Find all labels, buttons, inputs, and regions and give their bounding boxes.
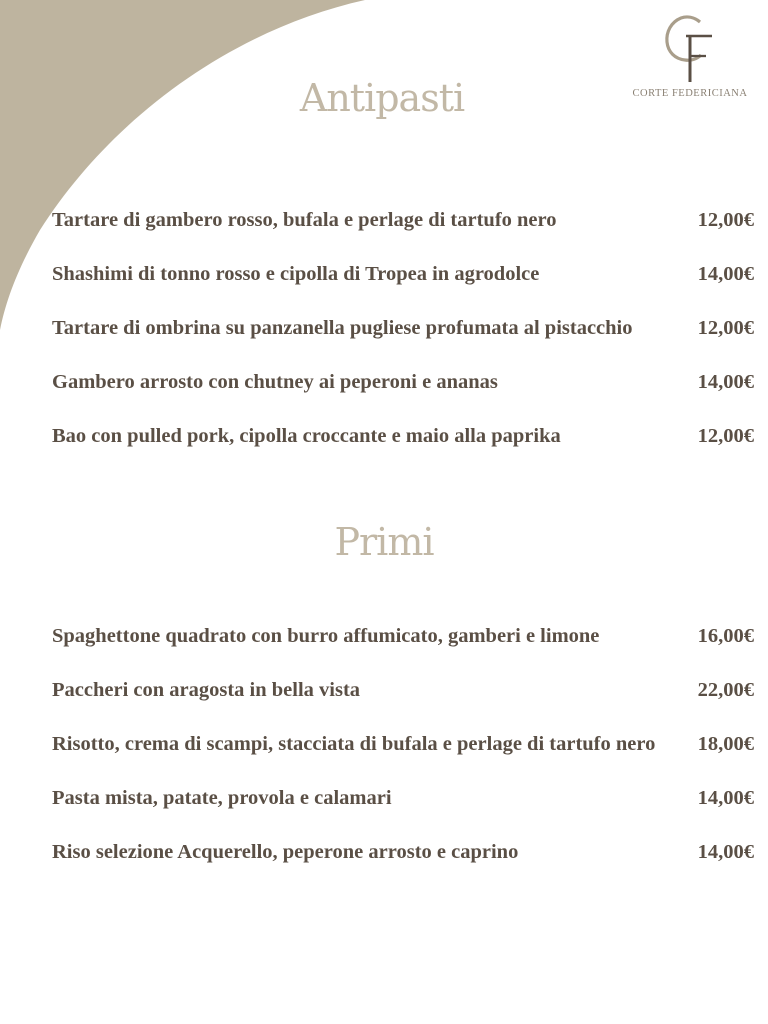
- primi-list: [52, 620, 754, 890]
- item-price: 12,00€: [697, 209, 754, 231]
- logo-text: CORTE FEDERICIANA: [632, 88, 748, 99]
- menu-item: [52, 674, 754, 707]
- section-title-primi: Primi: [334, 520, 434, 564]
- item-name: Risotto, crema di scampi, stacciata di bufala e perlage di tartufo nero: [52, 733, 656, 755]
- item-name: Shashimi di tonno rosso e cipolla di Tropea in agrodolce: [52, 263, 540, 285]
- item-price: 14,00€: [697, 841, 754, 863]
- item-price: 22,00€: [697, 679, 754, 701]
- menu-item: [52, 366, 754, 399]
- item-name: Bao con pulled pork, cipolla croccante e maio alla paprika: [52, 425, 561, 447]
- item-name: Tartare di ombrina su panzanella pugliese profumata al pistacchio: [52, 317, 633, 339]
- item-price: 14,00€: [697, 371, 754, 393]
- item-price: 12,00€: [697, 317, 754, 339]
- menu-item: [52, 312, 754, 345]
- menu-item: [52, 204, 754, 237]
- item-name: Riso selezione Acquerello, peperone arrosto e caprino: [52, 841, 519, 863]
- menu-item: [52, 620, 754, 653]
- item-price: 16,00€: [697, 625, 754, 647]
- item-price: 14,00€: [697, 787, 754, 809]
- section-title-antipasti: Antipasti: [299, 76, 465, 120]
- item-name: Gambero arrosto con chutney ai peperoni e ananas: [52, 371, 498, 393]
- item-price: 12,00€: [697, 425, 754, 447]
- item-name: Tartare di gambero rosso, bufala e perlage di tartufo nero: [52, 209, 557, 231]
- item-name: Paccheri con aragosta in bella vista: [52, 679, 361, 701]
- menu-item: [52, 420, 754, 453]
- item-name: Spaghettone quadrato con burro affumicato, gamberi e limone: [52, 625, 600, 647]
- menu-item: [52, 836, 754, 869]
- antipasti-list: [52, 204, 754, 474]
- item-price: 18,00€: [697, 733, 754, 755]
- item-price: 14,00€: [697, 263, 754, 285]
- menu-item: [52, 258, 754, 291]
- menu-item: [52, 728, 754, 761]
- item-name: Pasta mista, patate, provola e calamari: [52, 787, 392, 809]
- menu-item: [52, 782, 754, 815]
